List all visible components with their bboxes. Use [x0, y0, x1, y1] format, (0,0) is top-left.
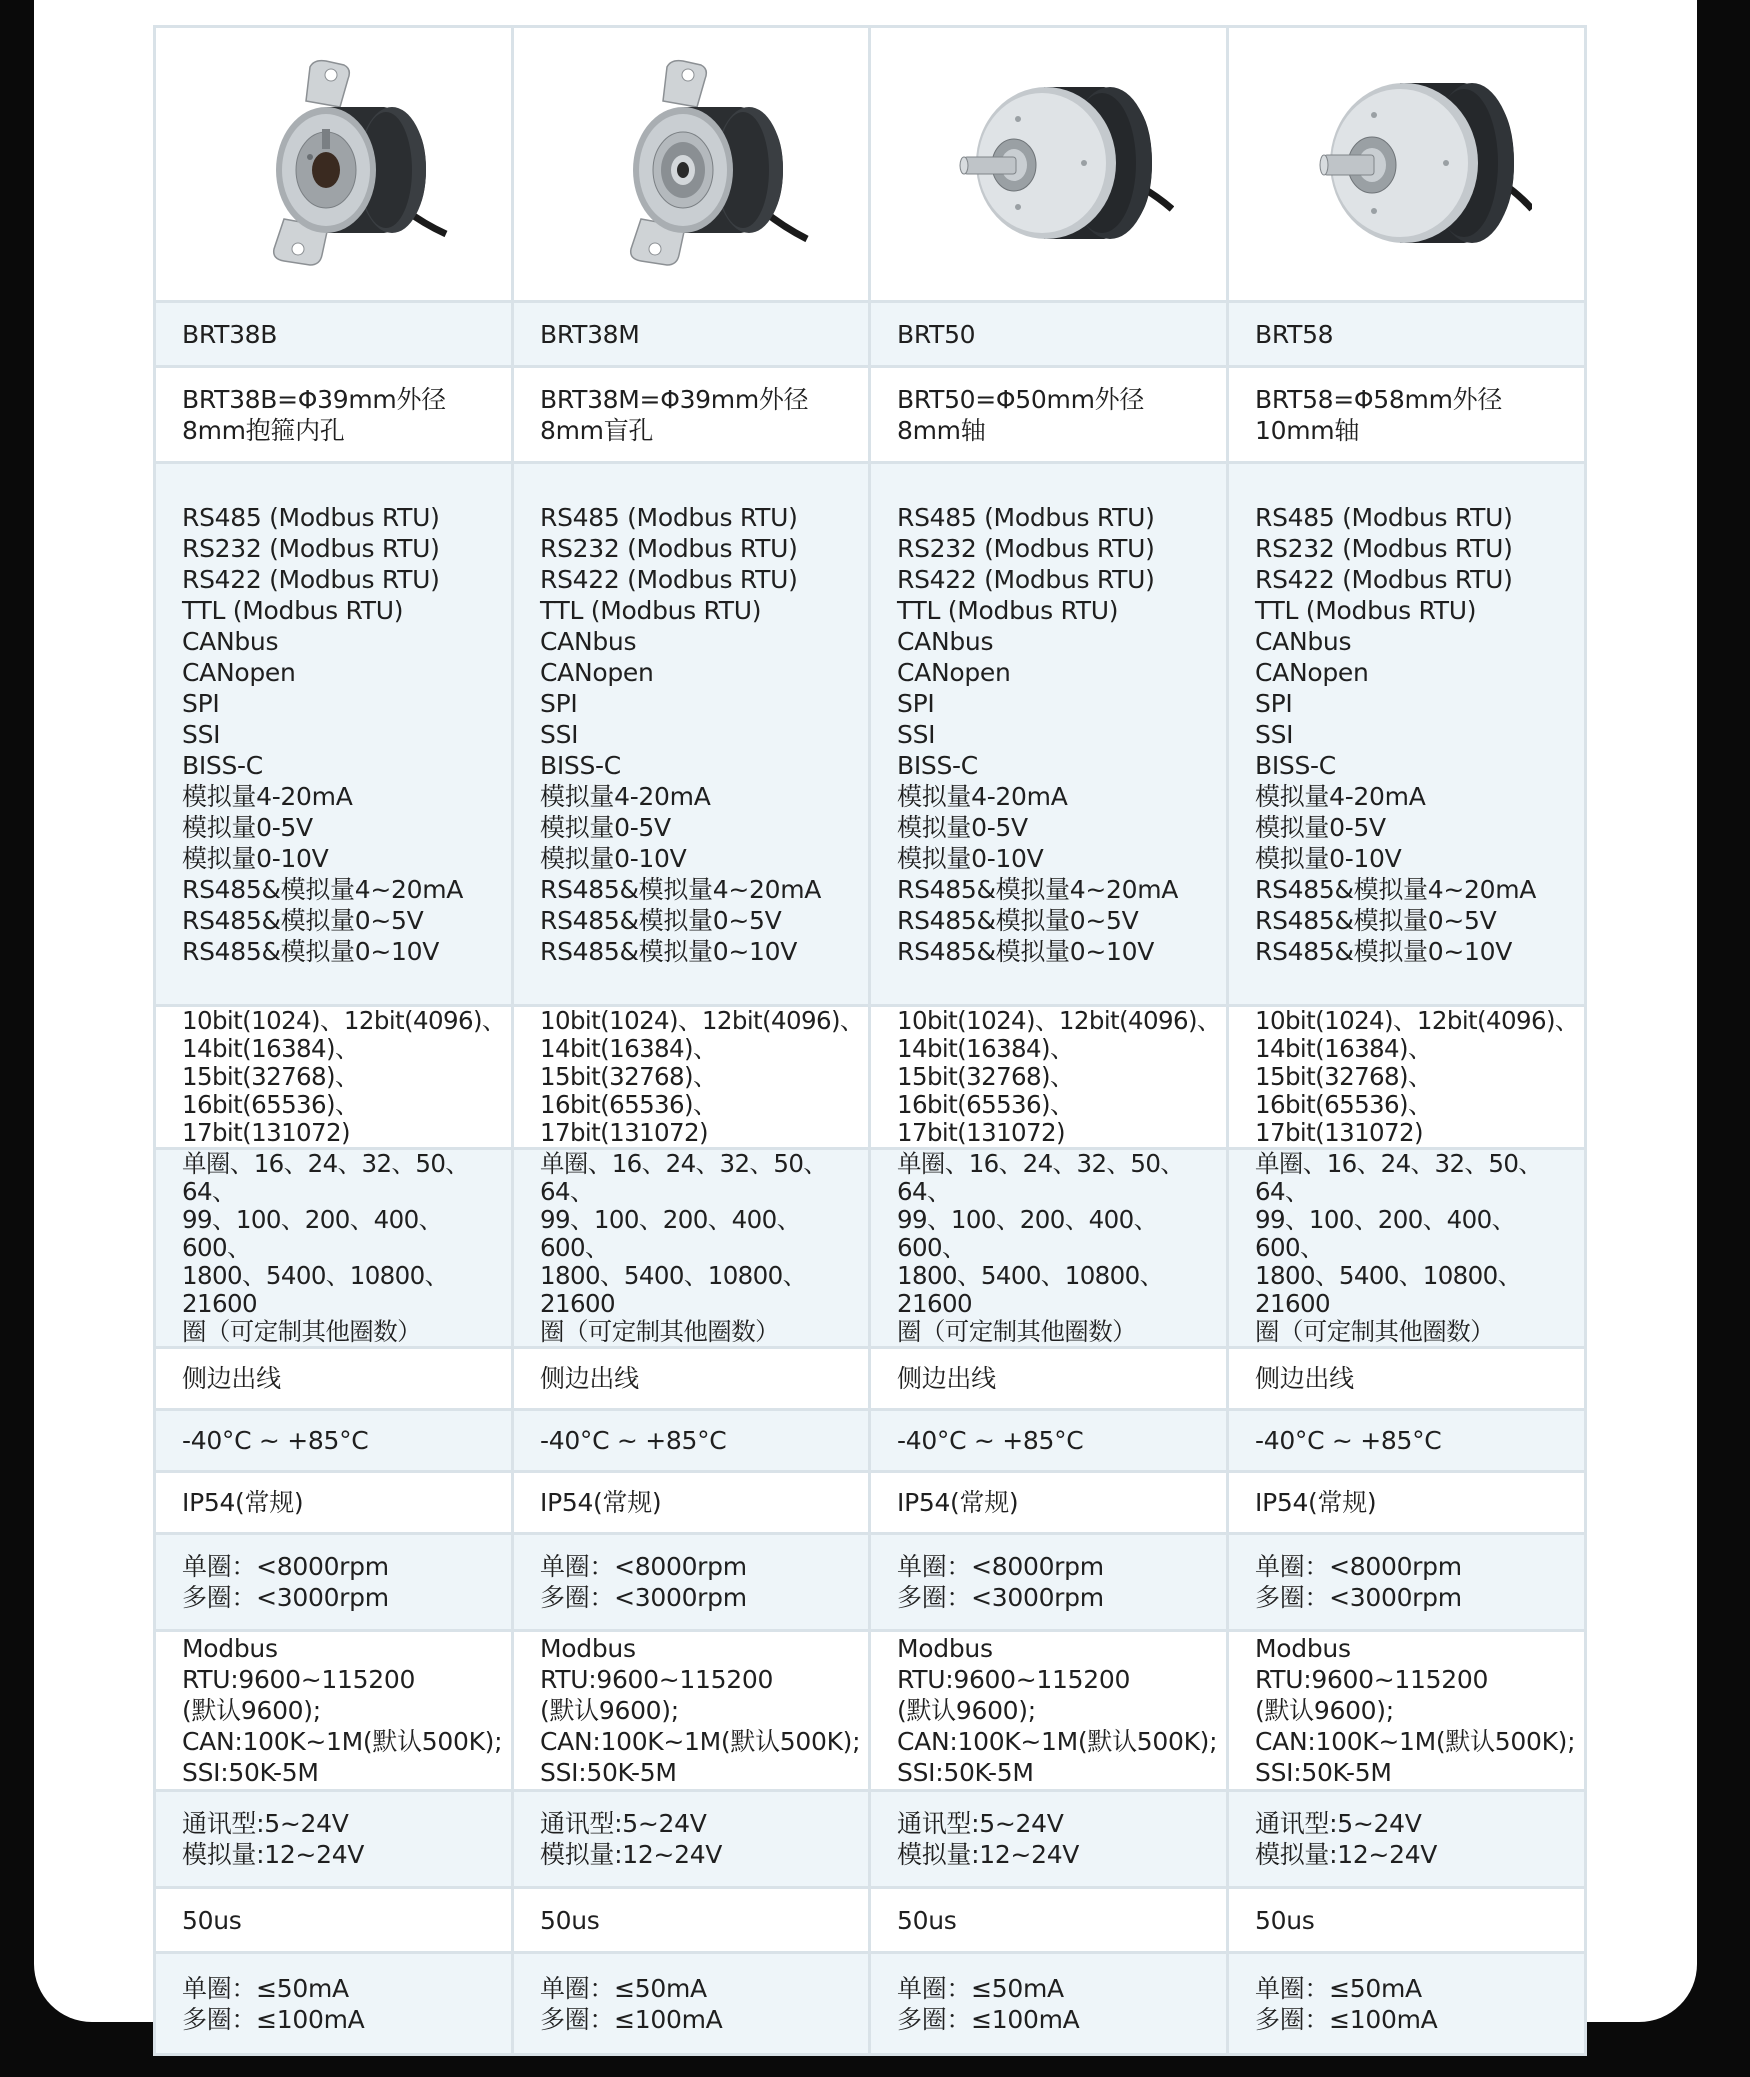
- voltage-cell: 通讯型:5~24V 模拟量:12~24V: [155, 1791, 513, 1888]
- description-cell: BRT50=Φ50mm外径 8mm轴: [870, 367, 1228, 463]
- hollow-shaft-encoder-icon: [214, 59, 454, 269]
- blind-hole-encoder-icon: [571, 59, 811, 269]
- interfaces-row: [155, 463, 1586, 1006]
- voltage-cell: 通讯型:5~24V 模拟量:12~24V: [513, 1791, 870, 1888]
- interfaces-cell: RS485 (Modbus RTU) RS232 (Modbus RTU) RS422 (Modbus RTU) TTL (Modbus RTU) CANbus CANopen SPI SSI BISS-C 模拟量4-20mA 模拟量0-5V 模拟量0-10V RS485&模拟量4~20mA RS485&模拟量0~5V RS485&模拟量0~10V: [155, 463, 513, 1006]
- speed-cell: 单圈：<8000rpm 多圈：<3000rpm: [870, 1534, 1228, 1631]
- model-row: [155, 302, 1586, 367]
- wiring-cell: 侧边出线: [1228, 1348, 1586, 1410]
- product-image-cell: [513, 27, 870, 302]
- voltage-row: [155, 1791, 1586, 1888]
- resolution-cell: 10bit(1024)、12bit(4096)、 14bit(16384)、15bit(32768)、 16bit(65536)、17bit(131072): [870, 1006, 1228, 1149]
- description-cell: BRT58=Φ58mm外径 10mm轴: [1228, 367, 1586, 463]
- interfaces-cell: RS485 (Modbus RTU) RS232 (Modbus RTU) RS422 (Modbus RTU) TTL (Modbus RTU) CANbus CANopen SPI SSI BISS-C 模拟量4-20mA 模拟量0-5V 模拟量0-10V RS485&模拟量4~20mA RS485&模拟量0~5V RS485&模拟量0~10V: [513, 463, 870, 1006]
- protection-cell: IP54(常规): [155, 1472, 513, 1534]
- product-image-cell: [870, 27, 1228, 302]
- speed-cell: 单圈：<8000rpm 多圈：<3000rpm: [1228, 1534, 1586, 1631]
- wiring-cell: 侧边出线: [155, 1348, 513, 1410]
- response-cell: 50us: [870, 1888, 1228, 1953]
- solid-shaft-encoder-icon: [1282, 59, 1532, 269]
- product-image-row: [155, 27, 1586, 302]
- description-row: [155, 367, 1586, 463]
- temperature-cell: -40°C ~ +85°C: [1228, 1410, 1586, 1472]
- model-cell: BRT50: [870, 302, 1228, 367]
- current-cell: 单圈：≤50mA 多圈：≤100mA: [155, 1953, 513, 2055]
- baud-row: [155, 1631, 1586, 1791]
- voltage-cell: 通讯型:5~24V 模拟量:12~24V: [1228, 1791, 1586, 1888]
- model-cell: BRT58: [1228, 302, 1586, 367]
- baud-cell: Modbus RTU:9600~115200 (默认9600); CAN:100K~1M(默认500K); SSI:50K-5M: [155, 1631, 513, 1791]
- temperature-row: [155, 1410, 1586, 1472]
- baud-cell: Modbus RTU:9600~115200 (默认9600); CAN:100K~1M(默认500K); SSI:50K-5M: [513, 1631, 870, 1791]
- protection-cell: IP54(常规): [1228, 1472, 1586, 1534]
- resolution-cell: 10bit(1024)、12bit(4096)、 14bit(16384)、15bit(32768)、 16bit(65536)、17bit(131072): [513, 1006, 870, 1149]
- interfaces-cell: RS485 (Modbus RTU) RS232 (Modbus RTU) RS422 (Modbus RTU) TTL (Modbus RTU) CANbus CANopen SPI SSI BISS-C 模拟量4-20mA 模拟量0-5V 模拟量0-10V RS485&模拟量4~20mA RS485&模拟量0~5V RS485&模拟量0~10V: [870, 463, 1228, 1006]
- wiring-row: [155, 1348, 1586, 1410]
- speed-row: [155, 1534, 1586, 1631]
- wiring-cell: 侧边出线: [870, 1348, 1228, 1410]
- response-cell: 50us: [513, 1888, 870, 1953]
- current-cell: 单圈：≤50mA 多圈：≤100mA: [1228, 1953, 1586, 2055]
- resolution-cell: 10bit(1024)、12bit(4096)、 14bit(16384)、15bit(32768)、 16bit(65536)、17bit(131072): [1228, 1006, 1586, 1149]
- response-cell: 50us: [1228, 1888, 1586, 1953]
- speed-cell: 单圈：<8000rpm 多圈：<3000rpm: [155, 1534, 513, 1631]
- description-cell: BRT38M=Φ39mm外径 8mm盲孔: [513, 367, 870, 463]
- turns-cell: 单圈、16、24、32、50、64、 99、100、200、400、600、 1800、5400、10800、21600 圈（可定制其他圈数）: [870, 1149, 1228, 1348]
- current-cell: 单圈：≤50mA 多圈：≤100mA: [513, 1953, 870, 2055]
- turns-row: [155, 1149, 1586, 1348]
- product-image-cell: [1228, 27, 1586, 302]
- turns-cell: 单圈、16、24、32、50、64、 99、100、200、400、600、 1800、5400、10800、21600 圈（可定制其他圈数）: [513, 1149, 870, 1348]
- response-cell: 50us: [155, 1888, 513, 1953]
- wiring-cell: 侧边出线: [513, 1348, 870, 1410]
- current-cell: 单圈：≤50mA 多圈：≤100mA: [870, 1953, 1228, 2055]
- baud-cell: Modbus RTU:9600~115200 (默认9600); CAN:100K~1M(默认500K); SSI:50K-5M: [1228, 1631, 1586, 1791]
- protection-row: [155, 1472, 1586, 1534]
- model-cell: BRT38M: [513, 302, 870, 367]
- solid-shaft-encoder-icon: [924, 59, 1174, 269]
- temperature-cell: -40°C ~ +85°C: [870, 1410, 1228, 1472]
- voltage-cell: 通讯型:5~24V 模拟量:12~24V: [870, 1791, 1228, 1888]
- resolution-row: [155, 1006, 1586, 1149]
- protection-cell: IP54(常规): [870, 1472, 1228, 1534]
- encoder-spec-table: [153, 25, 1587, 2056]
- speed-cell: 单圈：<8000rpm 多圈：<3000rpm: [513, 1534, 870, 1631]
- resolution-cell: 10bit(1024)、12bit(4096)、 14bit(16384)、15bit(32768)、 16bit(65536)、17bit(131072): [155, 1006, 513, 1149]
- model-cell: BRT38B: [155, 302, 513, 367]
- response-row: [155, 1888, 1586, 1953]
- temperature-cell: -40°C ~ +85°C: [513, 1410, 870, 1472]
- temperature-cell: -40°C ~ +85°C: [155, 1410, 513, 1472]
- product-image-cell: [155, 27, 513, 302]
- description-cell: BRT38B=Φ39mm外径 8mm抱箍内孔: [155, 367, 513, 463]
- protection-cell: IP54(常规): [513, 1472, 870, 1534]
- current-row: [155, 1953, 1586, 2055]
- turns-cell: 单圈、16、24、32、50、64、 99、100、200、400、600、 1800、5400、10800、21600 圈（可定制其他圈数）: [155, 1149, 513, 1348]
- turns-cell: 单圈、16、24、32、50、64、 99、100、200、400、600、 1800、5400、10800、21600 圈（可定制其他圈数）: [1228, 1149, 1586, 1348]
- baud-cell: Modbus RTU:9600~115200 (默认9600); CAN:100K~1M(默认500K); SSI:50K-5M: [870, 1631, 1228, 1791]
- interfaces-cell: RS485 (Modbus RTU) RS232 (Modbus RTU) RS422 (Modbus RTU) TTL (Modbus RTU) CANbus CANopen SPI SSI BISS-C 模拟量4-20mA 模拟量0-5V 模拟量0-10V RS485&模拟量4~20mA RS485&模拟量0~5V RS485&模拟量0~10V: [1228, 463, 1586, 1006]
